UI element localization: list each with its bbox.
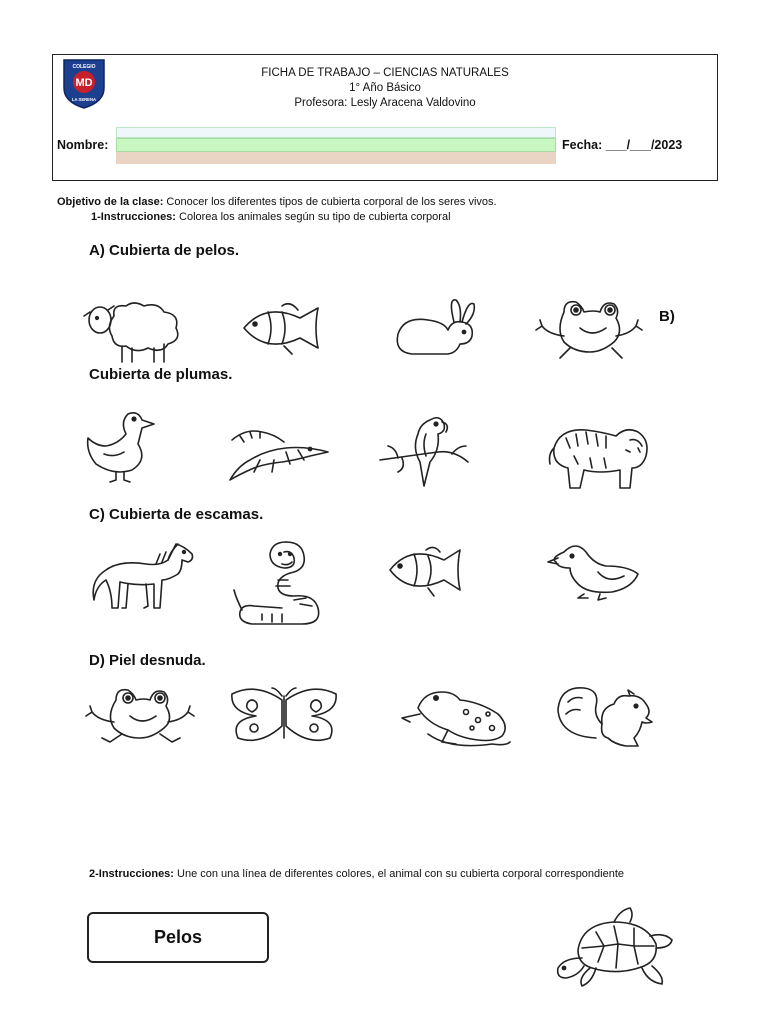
section-d-heading: D) Piel desnuda.	[89, 652, 206, 669]
instruction-2-text: Une con una línea de diferentes colores, el animal con su cubierta corporal correspondiente	[173, 868, 625, 880]
snake-drawing[interactable]	[232, 536, 328, 628]
objective	[57, 196, 497, 208]
turtle-drawing[interactable]	[552, 906, 676, 990]
rabbit-drawing[interactable]	[397, 300, 474, 354]
objective-label: Objetivo de la clase:	[57, 196, 164, 208]
section-a-heading: A) Cubierta de pelos.	[89, 242, 240, 259]
teacher-label: Profesora: Lesly Aracena Valdovino	[294, 97, 476, 109]
name-field-bottom[interactable]	[116, 152, 556, 164]
name-field-top[interactable]	[116, 127, 556, 138]
instruction-1	[91, 211, 451, 223]
pelos-match-box[interactable]	[87, 912, 269, 963]
school-logo	[60, 58, 108, 110]
butterfly-drawing[interactable]	[226, 686, 342, 748]
frog-drawing-d[interactable]	[84, 686, 196, 746]
duck-drawing[interactable]	[84, 408, 158, 484]
worksheet-title: FICHA DE TRABAJO – CIENCIAS NATURALES	[261, 67, 509, 79]
section-b-heading: Cubierta de plumas.	[89, 366, 233, 383]
logo-top-text: COLEGIO	[72, 64, 96, 70]
crocodile-drawing[interactable]	[226, 420, 330, 482]
logo-bottom-text: LA SERENA	[71, 97, 97, 102]
objective-text: Conocer los diferentes tipos de cubierta corporal de los seres vivos.	[163, 196, 497, 208]
fish-drawing-c[interactable]	[384, 544, 478, 596]
instruction-2-label: 2-Instrucciones:	[89, 868, 174, 880]
chick-drawing[interactable]	[544, 540, 642, 600]
horse-drawing[interactable]	[90, 540, 196, 610]
squirrel-drawing[interactable]	[556, 682, 662, 750]
logo-initials: MD	[75, 77, 93, 89]
date-label: Fecha: ___/___/2023	[562, 138, 683, 152]
instruction-1-text: Colorea los animales según su tipo de cubierta corporal	[175, 211, 451, 223]
sheep-drawing[interactable]	[84, 296, 184, 364]
frog-drawing-a[interactable]	[534, 296, 644, 360]
section-c-heading: C) Cubierta de escamas.	[89, 506, 264, 523]
parrot-drawing[interactable]	[378, 410, 472, 490]
section-b-letter: B)	[659, 308, 675, 325]
pelos-label: Pelos	[153, 927, 203, 947]
instruction-2	[89, 867, 689, 881]
instruction-1-label: 1-Instrucciones:	[91, 211, 176, 223]
fish-drawing[interactable]	[238, 300, 336, 356]
grade-label: 1° Año Básico	[349, 82, 421, 94]
tiger-drawing[interactable]	[546, 418, 652, 492]
name-label: Nombre:	[57, 138, 109, 152]
name-field[interactable]	[116, 138, 556, 152]
toad-drawing[interactable]	[398, 684, 512, 752]
